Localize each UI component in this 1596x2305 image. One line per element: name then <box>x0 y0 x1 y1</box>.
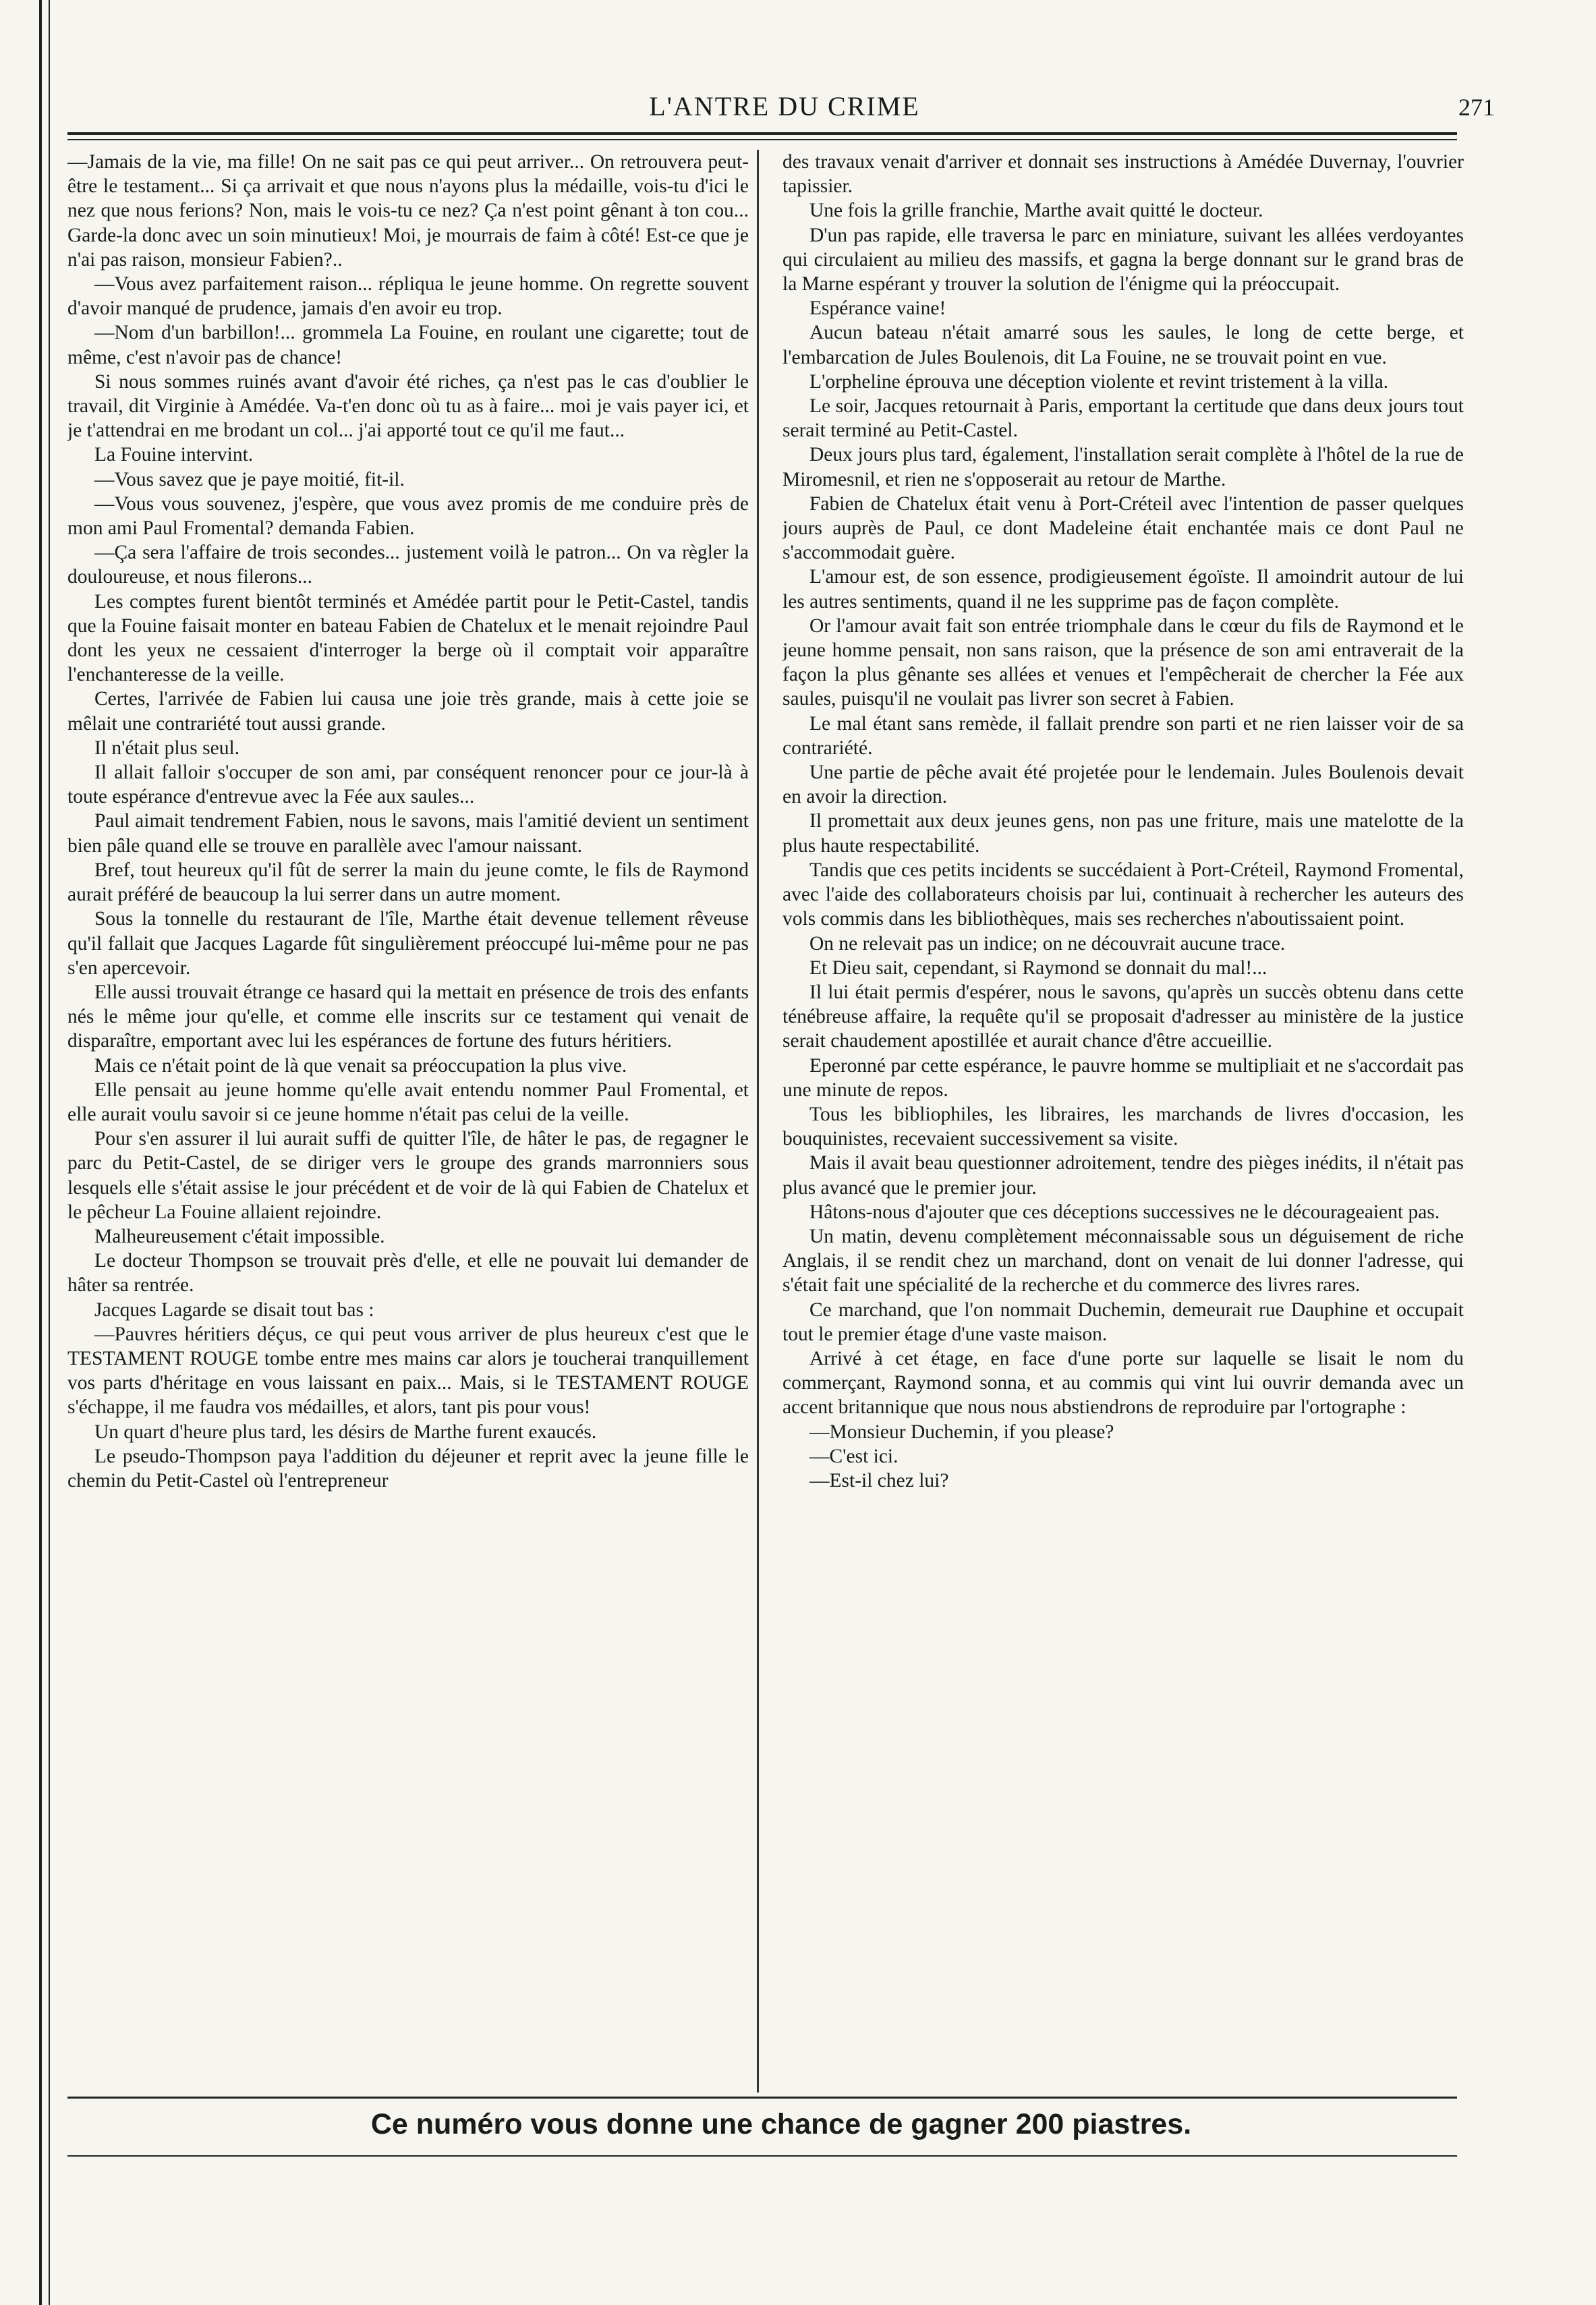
running-title: L'ANTRE DU CRIME <box>649 91 920 121</box>
paragraph: Mais il avait beau questionner adroitement, tendre des pièges inédits, il n'était pas plus avancé que le premier jour. <box>782 1152 1464 1199</box>
paragraph: Malheureusement c'était impossible. <box>94 1225 385 1247</box>
paragraph: Tandis que ces petits incidents se succédaient à Port-Créteil, Raymond Fromental, avec l'aide des collaborateurs choisis par lui, continuait à rechercher les auteurs des vols commis dans les bibliothèques, mais ses recherches n'aboutissaient point. <box>782 859 1464 930</box>
paragraph: Elle pensait au jeune homme qu'elle avait entendu nommer Paul Fromental, et elle aurait voulu savoir si ce jeune homme n'était pas celui de la veille. <box>67 1079 749 1125</box>
paragraph: Certes, l'arrivée de Fabien lui causa une joie très grande, mais à cette joie se mêlait une contrariété tout aussi grande. <box>67 688 749 735</box>
page-header <box>74 86 1495 127</box>
paragraph: Bref, tout heureux qu'il fût de serrer la main du jeune comte, le fils de Raymond aurait préféré de beaucoup la lui serrer dans un autre moment. <box>67 859 749 906</box>
paragraph: Un quart d'heure plus tard, les désirs de Marthe furent exaucés. <box>94 1421 597 1443</box>
page-number: 271 <box>1458 94 1495 121</box>
paragraph: Le soir, Jacques retournait à Paris, emportant la certitude que dans deux jours tout serait terminé au Petit-Castel. <box>782 395 1464 442</box>
paragraph: La Fouine intervint. <box>94 444 254 466</box>
footer-rule-bottom <box>67 2155 1457 2157</box>
footer-rule-top <box>67 2097 1457 2099</box>
paragraph: Il allait falloir s'occuper de son ami, par conséquent renoncer pour ce jour-là à toute espérance d'entrevue avec la Fée aux saules... <box>67 762 749 808</box>
paragraph: Hâtons-nous d'ajouter que ces déceptions successives ne le décourageaient pas. <box>809 1201 1440 1223</box>
paragraph: Si nous sommes ruinés avant d'avoir été riches, ça n'est pas le cas d'oublier le travail, dit Virginie à Amédée. Va-t'en donc où tu as à faire... moi je vais payer ici, et je t'attendrai en me brodant un col... j'ai apporté tout ce qu'il me faut... <box>67 370 749 442</box>
paragraph: L'orpheline éprouva une déception violente et revint tristement à la villa. <box>809 370 1389 393</box>
paragraph: —Ça sera l'affaire de trois secondes... justement voilà le patron... On va règler la douloureuse, et nous filerons... <box>67 542 749 588</box>
paragraph: —Vous avez parfaitement raison... répliqua le jeune homme. On regrette souvent d'avoir manqué de prudence, jamais d'en avoir eu trop. <box>67 273 749 320</box>
paragraph: —Pauvres héritiers déçus, ce qui peut vous arriver de plus heureux c'est que le TESTAMENT ROUGE tombe entre mes mains car alors je toucherai tranquillement vos parts d'héritage en vous laissant en paix... Mais, si le TESTAMENT ROUGE s'échappe, il me faudra vos médailles, et alors, tant pis pour vous! <box>67 1323 749 1419</box>
paragraph: Elle aussi trouvait étrange ce hasard qui la mettait en présence de trois des enfants nés le même jour qu'elle, et comme elle inscrits sur ce testament qui venait de disparaître, emportant avec lui les espérances de fortune des futurs héritiers. <box>67 981 749 1052</box>
paragraph: Pour s'en assurer il lui aurait suffi de quitter l'île, de hâter le pas, de regagner le parc du Petit-Castel, de se diriger vers le groupe des grands marronniers sous lesquels elle s'était assise le jour précédent et de voir de là qui Fabien de Chatelux et le pêcheur La Fouine allaient rejoindre. <box>67 1128 749 1223</box>
paragraph: Il lui était permis d'espérer, nous le savons, qu'après un succès obtenu dans cette ténébreuse affaire, la requête qu'il se proposait d'adresser au ministère de la justice serait chaudement apostillée et aurait chance d'être accueillie. <box>782 981 1464 1052</box>
paragraph: Les comptes furent bientôt terminés et Amédée partit pour le Petit-Castel, tandis que la Fouine faisait monter en bateau Fabien de Chatelux et le menait rejoindre Paul dont les yeux ne cessaient d'interroger la berge où il comptait voir apparaître l'enchanteresse de la veille. <box>67 590 749 686</box>
paragraph: D'un pas rapide, elle traversa le parc en miniature, suivant les allées verdoyantes qui circulaient au milieu des massifs, et gagna la berge donnant sur le grand bras de la Marne espérant y trouver la solution de l'énigme qui la préoccupait. <box>782 224 1464 295</box>
paragraph: Fabien de Chatelux était venu à Port-Créteil avec l'intention de passer quelques jours auprès de Paul, ce dont Madeleine était enchantée mais ce dont Paul ne s'accommodait guère. <box>782 492 1464 564</box>
paragraph: Le mal étant sans remède, il fallait prendre son parti et ne rien laisser voir de sa contrariété. <box>782 712 1464 759</box>
paragraph: Espérance vaine! <box>809 297 946 320</box>
paragraph: Paul aimait tendrement Fabien, nous le savons, mais l'amitié devient un sentiment bien pâle quand elle se trouve en parallèle avec l'amour naissant. <box>67 810 749 857</box>
binding-edge-line <box>39 0 42 2305</box>
paragraph: Or l'amour avait fait son entrée triomphale dans le cœur du fils de Raymond et le jeune homme pensait, non sans raison, que la présence de son ami entraverait de la façon la plus gênante ses allées et venues et l'empêcherait de chercher la Fée aux saules, puisqu'il ne voulait pas livrer son secret à Fabien. <box>782 615 1464 710</box>
paragraph: Tous les bibliophiles, les libraires, les marchands de livres d'occasion, les bouquinistes, recevaient successivement sa visite. <box>782 1103 1464 1150</box>
paragraph: Un matin, devenu complètement méconnaissable sous un déguisement de riche Anglais, il se rendit chez un marchand, dont on venait de lui donner l'adresse, qui s'était fait une spécialité de la recherche et du commerce des livres rares. <box>782 1225 1464 1297</box>
header-rule-bottom <box>67 139 1457 140</box>
paragraph: —Vous savez que je paye moitié, fit-il. <box>94 468 405 490</box>
paragraph: —Est-il chez lui? <box>809 1469 949 1491</box>
paragraph: Il promettait aux deux jeunes gens, non pas une friture, mais une matelotte de la plus haute respectabilité. <box>782 810 1464 857</box>
paragraph: Et Dieu sait, cependant, si Raymond se donnait du mal!... <box>809 957 1267 979</box>
paragraph: des travaux venait d'arriver et donnait ses instructions à Amédée Duvernay, l'ouvrier tapissier. <box>782 151 1464 198</box>
column-divider <box>757 150 759 2093</box>
paragraph: Il n'était plus seul. <box>94 737 240 759</box>
paragraph: —C'est ici. <box>809 1445 899 1467</box>
paragraph: —Jamais de la vie, ma fille! On ne sait pas ce qui peut arriver... On retrouvera peut-être le testament... Si ça arrivait et que nous n'ayons plus la médaille, vois-tu d'ici le nez que nous ferions? Non, mais le vois-tu ce nez? Ça n'est point gênant à ton cou... Garde-la donc avec un soin minutieux! Moi, je mourrais de faim à côté! Est-ce que je n'ai pas raison, monsieur Fabien?.. <box>67 151 749 271</box>
footer-notice: Ce numéro vous donne une chance de gagner 200 piastres. <box>370 2108 1192 2140</box>
paragraph: Le pseudo-Thompson paya l'addition du déjeuner et reprit avec la jeune fille le chemin du Petit-Castel où l'entrepreneur <box>67 1445 749 1491</box>
paragraph: —Nom d'un barbillon!... grommela La Fouine, en roulant une cigarette; tout de même, c'est n'avoir pas de chance! <box>67 322 749 368</box>
paragraph: —Monsieur Duchemin, if you please? <box>809 1421 1114 1443</box>
binding-edge-line-inner <box>49 0 50 2305</box>
paragraph: Mais ce n'était point de là que venait sa préoccupation la plus vive. <box>94 1054 627 1077</box>
paragraph: Eperonné par cette espérance, le pauvre homme se multipliait et ne s'accordait pas une minute de repos. <box>782 1054 1464 1101</box>
paragraph: Sous la tonnelle du restaurant de l'île, Marthe était devenue tellement rêveuse qu'il fallait que Jacques Lagarde fût singulièrement préoccupé lui-même pour ne pas s'en apercevoir. <box>67 908 749 979</box>
paragraph: Deux jours plus tard, également, l'installation serait complète à l'hôtel de la rue de Miromesnil, et rien ne s'opposerait au retour de Marthe. <box>782 444 1464 490</box>
paragraph: On ne relevait pas un indice; on ne découvrait aucune trace. <box>809 932 1286 955</box>
right-column <box>782 150 1464 2093</box>
paragraph: Ce marchand, que l'on nommait Duchemin, demeurait rue Dauphine et occupait tout le premier étage d'une vaste maison. <box>782 1299 1464 1345</box>
paragraph: Une partie de pêche avait été projetée pour le lendemain. Jules Boulenois devait en avoir la direction. <box>782 762 1464 808</box>
paragraph: Une fois la grille franchie, Marthe avait quitté le docteur. <box>809 200 1263 222</box>
paragraph: Aucun bateau n'était amarré sous les saules, le long de cette berge, et l'embarcation de Jules Boulenois, dit La Fouine, ne se trouvait point en vue. <box>782 322 1464 368</box>
paragraph: —Vous vous souvenez, j'espère, que vous avez promis de me conduire près de mon ami Paul Fromental? demanda Fabien. <box>67 492 749 540</box>
paragraph: Jacques Lagarde se disait tout bas : <box>94 1299 374 1321</box>
left-column <box>67 150 749 2093</box>
paragraph: Arrivé à cet étage, en face d'une porte sur laquelle se lisait le nom du commerçant, Raymond sonna, et au commis qui vint lui ouvrir demanda avec un accent britannique que nous nous abstiendrons de reproduire par l'ortographe : <box>782 1347 1464 1419</box>
header-rule-top <box>67 132 1457 135</box>
paragraph: Le docteur Thompson se trouvait près d'elle, et elle ne pouvait lui demander de hâter sa rentrée. <box>67 1250 749 1297</box>
paragraph: L'amour est, de son essence, prodigieusement égoïste. Il amoindrit autour de lui les autres sentiments, quand il ne les supprime pas de façon complète. <box>782 566 1464 613</box>
